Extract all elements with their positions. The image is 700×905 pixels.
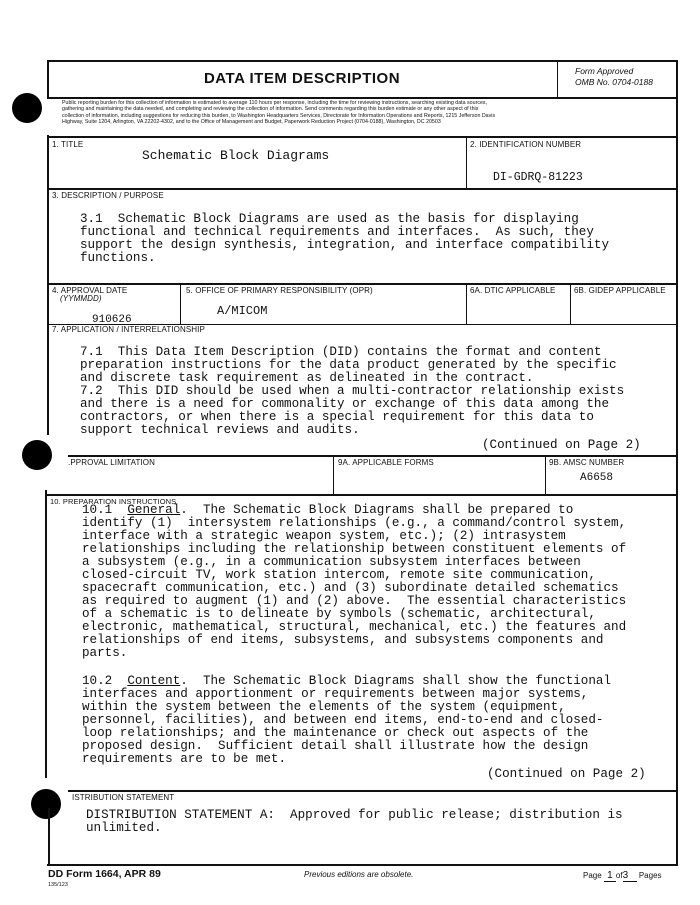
- dtic-applicable-label: 6A. DTIC APPLICABLE: [470, 286, 556, 295]
- opr-label: 5. OFFICE OF PRIMARY RESPONSIBILITY (OPR): [186, 286, 373, 295]
- distribution-line: unlimited.: [86, 821, 162, 835]
- pages-word: Pages: [638, 871, 662, 880]
- description-line: functions.: [80, 251, 156, 265]
- description-line: 3.1 Schematic Block Diagrams are used as the basis for displaying: [80, 212, 579, 226]
- page-total: 3: [623, 870, 637, 882]
- burden-notice: [62, 100, 676, 126]
- preparation-line: interfaces and apportionment or requirements between major systems,: [82, 687, 589, 701]
- preparation-line: of a schematic is to delineate by symbols (schematic, architectural,: [82, 607, 596, 621]
- burden-line: Highway, Suite 1204, Arlington, VA 22202-4302, and to the Office of Management and Budget, Paperwork Reduction Project (0704-0188), Washington, DC 20503: [62, 119, 441, 126]
- preparation-line: personnel, facilities), and between end items, end-to-end and closed-: [82, 713, 604, 727]
- application-line: preparation instructions for the data product generated by the specific: [80, 358, 617, 372]
- description-line: support the design synthesis, integration, and interface compatibility: [80, 238, 610, 252]
- of-word: of: [615, 871, 623, 880]
- application-line: support technical reviews and audits.: [80, 423, 360, 437]
- amsc-number-label: 9B. AMSC NUMBER: [549, 458, 625, 467]
- identification-number-value[interactable]: DI-GDRQ-81223: [493, 171, 583, 184]
- obsolete-notice: Previous editions are obsolete.: [304, 870, 414, 879]
- preparation-line: relationships of end items, subsystems, and subsystems components and: [82, 633, 604, 647]
- content-heading: Content: [127, 674, 181, 688]
- paragraph-number: 10.2: [82, 674, 128, 688]
- dtic-applicable-field[interactable]: [468, 296, 568, 322]
- paragraph-number: 10.1: [82, 503, 128, 517]
- approval-date-format: (YYMMDD): [60, 294, 102, 303]
- preparation-line: within the system between the elements of the system (equipment,: [82, 700, 566, 714]
- identification-number-label: 2. IDENTIFICATION NUMBER: [470, 140, 582, 149]
- application-line: and there is a need for commonality or exchange of this data among the: [80, 397, 610, 411]
- preparation-line: as required to augment (1) and (2) above. The essential characteristics: [82, 594, 627, 608]
- preparation-line: interface with a strategic weapon system, etc.); (2) intrasystem: [82, 529, 566, 543]
- title-label: 1. TITLE: [52, 140, 84, 149]
- continued-note: (Continued on Page 2): [487, 767, 646, 781]
- paragraph-text: . The Schematic Block Diagrams shall show the functional: [180, 674, 612, 688]
- preparation-line: loop relationships; and the maintenance or check out aspects of the: [82, 726, 589, 740]
- application-line: and discrete task requirement as delineated in the contract.: [80, 371, 534, 385]
- preparation-line: a subsystem (e.g., in a communication subsystem interfaces between: [82, 555, 581, 569]
- burden-line: Public reporting burden for this collection of information is estimated to average 110 hours per response, including the time for reviewing instructions, searching existing data sources,: [62, 100, 488, 106]
- preparation-line: parts.: [82, 646, 128, 660]
- burden-line: gathering and maintaining the data needed, and completing and reviewing the collection of information. Send comments regarding this burden estimate or any other aspect of this: [62, 106, 479, 113]
- paragraph-text: . The Schematic Block Diagrams shall be prepared to: [180, 503, 574, 517]
- application-line: contractors, or when there is a special requirement for this data to: [80, 410, 594, 424]
- gidep-applicable-field[interactable]: [572, 296, 674, 322]
- approval-date-value[interactable]: 910626: [92, 314, 132, 326]
- page-indicator: [583, 870, 662, 882]
- application-line: 7.1 This Data Item Description (DID) contains the format and content: [80, 345, 602, 359]
- continued-note: (Continued on Page 2): [482, 438, 641, 452]
- gidep-applicable-label: 6B. GIDEP APPLICABLE: [574, 286, 666, 295]
- distribution-line: DISTRIBUTION STATEMENT A: Approved for public release; distribution is: [86, 808, 623, 822]
- applicable-forms-label: 9A. APPLICABLE FORMS: [338, 458, 434, 467]
- preparation-line: relationships including the relationship between constituent elements of: [82, 542, 627, 556]
- punch-hole-top: [12, 93, 42, 123]
- application-line: 7.2 This DID should be used when a multi-contractor relationship exists: [80, 384, 625, 398]
- preparation-line: proposed design. Sufficient detail shall illustrate how the design: [82, 739, 589, 753]
- description-line: functional and technical requirements and interfaces. As such, they: [80, 225, 594, 239]
- title-value[interactable]: Schematic Block Diagrams: [142, 148, 330, 163]
- preparation-line: spacecraft communication, etc.) and (3) subordinate detailed schematics: [82, 581, 619, 595]
- distribution-label: ISTRIBUTION STATEMENT: [72, 793, 175, 802]
- general-heading: General: [127, 503, 181, 517]
- preparation-line: requirements are to be met.: [82, 752, 287, 766]
- punch-hole-middle: [22, 440, 52, 470]
- form-approved-label: Form Approved: [575, 66, 634, 76]
- form-title: DATA ITEM DESCRIPTION: [203, 70, 401, 87]
- approval-limitation-field[interactable]: [68, 468, 331, 492]
- punch-hole-bottom: [31, 789, 61, 819]
- preparation-line: closed-circuit TV, work station intercom, remote site communication,: [82, 568, 596, 582]
- burden-line: collection of information, including suggestions for reducing this burden, to Washington Headquarters Services, Directorate for Information Operations and Reports, 1215 Jefferson Davis: [62, 112, 496, 119]
- form-code: 135/123: [48, 882, 68, 888]
- opr-value[interactable]: A/MICOM: [217, 304, 268, 318]
- omb-number: OMB No. 0704-0188: [575, 77, 653, 87]
- preparation-line: identify (1) intersystem relationships (e.g., a command/control system,: [82, 516, 627, 530]
- page-current: 1: [604, 870, 616, 882]
- description-label: 3. DESCRIPTION / PURPOSE: [52, 191, 164, 200]
- approval-date-label: 4. APPROVAL DATE: [52, 286, 128, 295]
- application-label: 7. APPLICATION / INTERRELATIONSHIP: [52, 325, 205, 334]
- amsc-number-value[interactable]: A6658: [580, 472, 614, 484]
- page-word: Page: [583, 871, 602, 880]
- applicable-forms-field[interactable]: [336, 468, 543, 492]
- preparation-label: 10. PREPARATION INSTRUCTIONS: [50, 497, 177, 506]
- approval-limitation-label: .PPROVAL LIMITATION: [68, 458, 155, 467]
- form-id: DD Form 1664, APR 89: [48, 868, 161, 880]
- preparation-line: electronic, mathematical, structural, mechanical, etc.) the features and: [82, 620, 627, 634]
